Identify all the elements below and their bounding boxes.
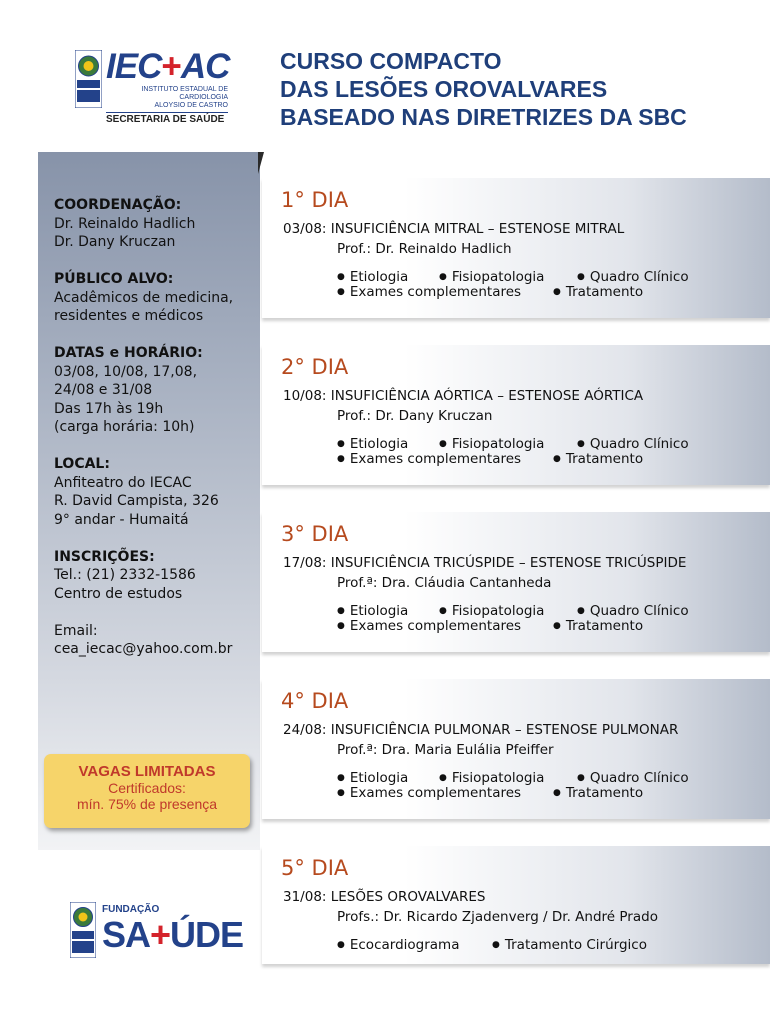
sidebar-tip-decoration: [258, 152, 264, 174]
audience-line: residentes e médicos: [54, 308, 204, 324]
email-block: [54, 622, 264, 659]
rio-seal-icon: [75, 50, 102, 108]
iecac-brand: IEC+AC: [106, 47, 230, 86]
department-name: SECRETARIA DE SAÚDE: [106, 112, 228, 125]
day-professor: Prof.ª: Dra. Maria Eulália Pfeiffer: [337, 742, 554, 758]
topic-list: [337, 604, 689, 634]
limited-spots-box: [44, 754, 250, 828]
dates-line: (carga horária: 10h): [54, 419, 195, 435]
registration-block: [54, 548, 264, 604]
audience-line: Acadêmicos de medicina,: [54, 289, 234, 306]
location-block: [54, 455, 264, 529]
location-line: 9° andar - Humaitá: [54, 511, 189, 528]
day-title: 1° DIA: [281, 188, 349, 212]
foundation-label: FUNDAÇÃO: [102, 904, 160, 915]
audience-block: [54, 270, 264, 326]
day-topic: 03/08: INSUFICIÊNCIA MITRAL – ESTENOSE MITRAL: [283, 221, 625, 237]
day-topic: 24/08: INSUFICIÊNCIA PULMONAR – ESTENOSE PULMONAR: [283, 722, 679, 738]
topic-item: ● Exames complementares: [337, 786, 553, 801]
topic-item: ● Fisiopatologia: [439, 270, 577, 285]
dates-line: 24/08 e 31/08: [54, 382, 153, 398]
day-title: 2° DIA: [281, 355, 349, 379]
dates-line: Das 17h às 19h: [54, 400, 164, 417]
day-title: 4° DIA: [281, 689, 349, 713]
certificate-label: Certificados:: [108, 780, 186, 796]
day-topic: 17/08: INSUFICIÊNCIA TRICÚSPIDE – ESTENOSE TRICÚSPIDE: [283, 555, 687, 571]
institute-name-line2: ALOYSIO DE CASTRO: [154, 102, 228, 109]
coordination-heading: COORDENAÇÃO:: [54, 197, 182, 213]
topic-item: ● Tratamento: [553, 452, 643, 467]
day-panel: [262, 512, 770, 652]
rio-seal-icon: [70, 902, 96, 958]
email-label: Email:: [54, 622, 98, 639]
topic-item: ● Fisiopatologia: [439, 771, 577, 786]
day-panel: [262, 178, 770, 318]
page-title: [280, 47, 760, 131]
topic-item: ● Tratamento: [553, 619, 643, 634]
title-line-3: BASEADO NAS DIRETRIZES DA SBC: [280, 104, 687, 130]
dates-heading: DATAS e HORÁRIO:: [54, 345, 203, 361]
email-address: cea_iecac@yahoo.com.br: [54, 641, 233, 657]
audience-heading: PÚBLICO ALVO:: [54, 271, 174, 287]
iecac-logo: [75, 47, 235, 125]
dates-block: [54, 344, 264, 437]
location-line: Anfiteatro do IECAC: [54, 474, 192, 491]
location-line: R. David Campista, 326: [54, 493, 219, 509]
registration-heading: INSCRIÇÕES:: [54, 548, 155, 565]
topic-item: ● Etiologia: [337, 270, 439, 285]
topic-item: ● Ecocardiograma: [337, 938, 492, 953]
topic-item: ● Quadro Clínico: [577, 270, 689, 285]
saude-brand: SA+ÚDE: [102, 914, 244, 955]
attendance-requirement: mín. 75% de presença: [76, 796, 218, 812]
topic-item: ● Exames complementares: [337, 619, 553, 634]
topic-list: [337, 938, 647, 953]
limited-spots-title: VAGAS LIMITADAS: [78, 763, 216, 780]
coordination-block: [54, 196, 264, 252]
topic-item: ● Quadro Clínico: [577, 604, 689, 619]
day-topic: 10/08: INSUFICIÊNCIA AÓRTICA – ESTENOSE AÓRTICA: [283, 388, 644, 404]
topic-item: ● Etiologia: [337, 437, 439, 452]
topic-item: ● Quadro Clínico: [577, 771, 689, 786]
topic-item: ● Exames complementares: [337, 285, 553, 300]
title-line-2: DAS LESÕES OROVALVARES: [280, 76, 608, 102]
topic-item: ● Tratamento Cirúrgico: [492, 938, 647, 953]
day-professor: Prof.: Dr. Dany Kruczan: [337, 408, 493, 424]
title-line-1: CURSO COMPACTO: [280, 48, 502, 74]
topic-item: ● Exames complementares: [337, 452, 553, 467]
topic-list: [337, 270, 689, 300]
day-professor: Prof.: Dr. Reinaldo Hadlich: [337, 241, 512, 257]
dates-line: 03/08, 10/08, 17,08,: [54, 363, 198, 380]
institute-name-line1: INSTITUTO ESTADUAL DE CARDIOLOGIA: [141, 86, 228, 101]
day-panel: [262, 345, 770, 485]
topic-item: ● Tratamento: [553, 285, 643, 300]
coordination-line: Dr. Reinaldo Hadlich: [54, 215, 196, 232]
topic-list: [337, 771, 689, 801]
topic-item: ● Quadro Clínico: [577, 437, 689, 452]
registration-line: Tel.: (21) 2332-1586: [54, 567, 196, 583]
day-panel: [262, 846, 770, 964]
topic-item: ● Etiologia: [337, 771, 439, 786]
topic-item: ● Tratamento: [553, 786, 643, 801]
day-title: 5° DIA: [281, 856, 349, 880]
registration-line: Centro de estudos: [54, 585, 183, 602]
coordination-line: Dr. Dany Kruczan: [54, 234, 176, 250]
topic-item: ● Fisiopatologia: [439, 604, 577, 619]
fundacao-saude-logo: [70, 900, 244, 960]
day-title: 3° DIA: [281, 522, 349, 546]
topic-list: [337, 437, 689, 467]
topic-item: ● Etiologia: [337, 604, 439, 619]
day-topic: 31/08: LESÕES OROVALVARES: [283, 889, 486, 905]
day-professor: Prof.ª: Dra. Cláudia Cantanheda: [337, 575, 552, 591]
location-heading: LOCAL:: [54, 456, 110, 472]
topic-item: ● Fisiopatologia: [439, 437, 577, 452]
day-panel: [262, 679, 770, 819]
day-professor: Profs.: Dr. Ricardo Zjadenverg / Dr. André Prado: [337, 909, 658, 925]
sidebar-content: [54, 196, 264, 677]
